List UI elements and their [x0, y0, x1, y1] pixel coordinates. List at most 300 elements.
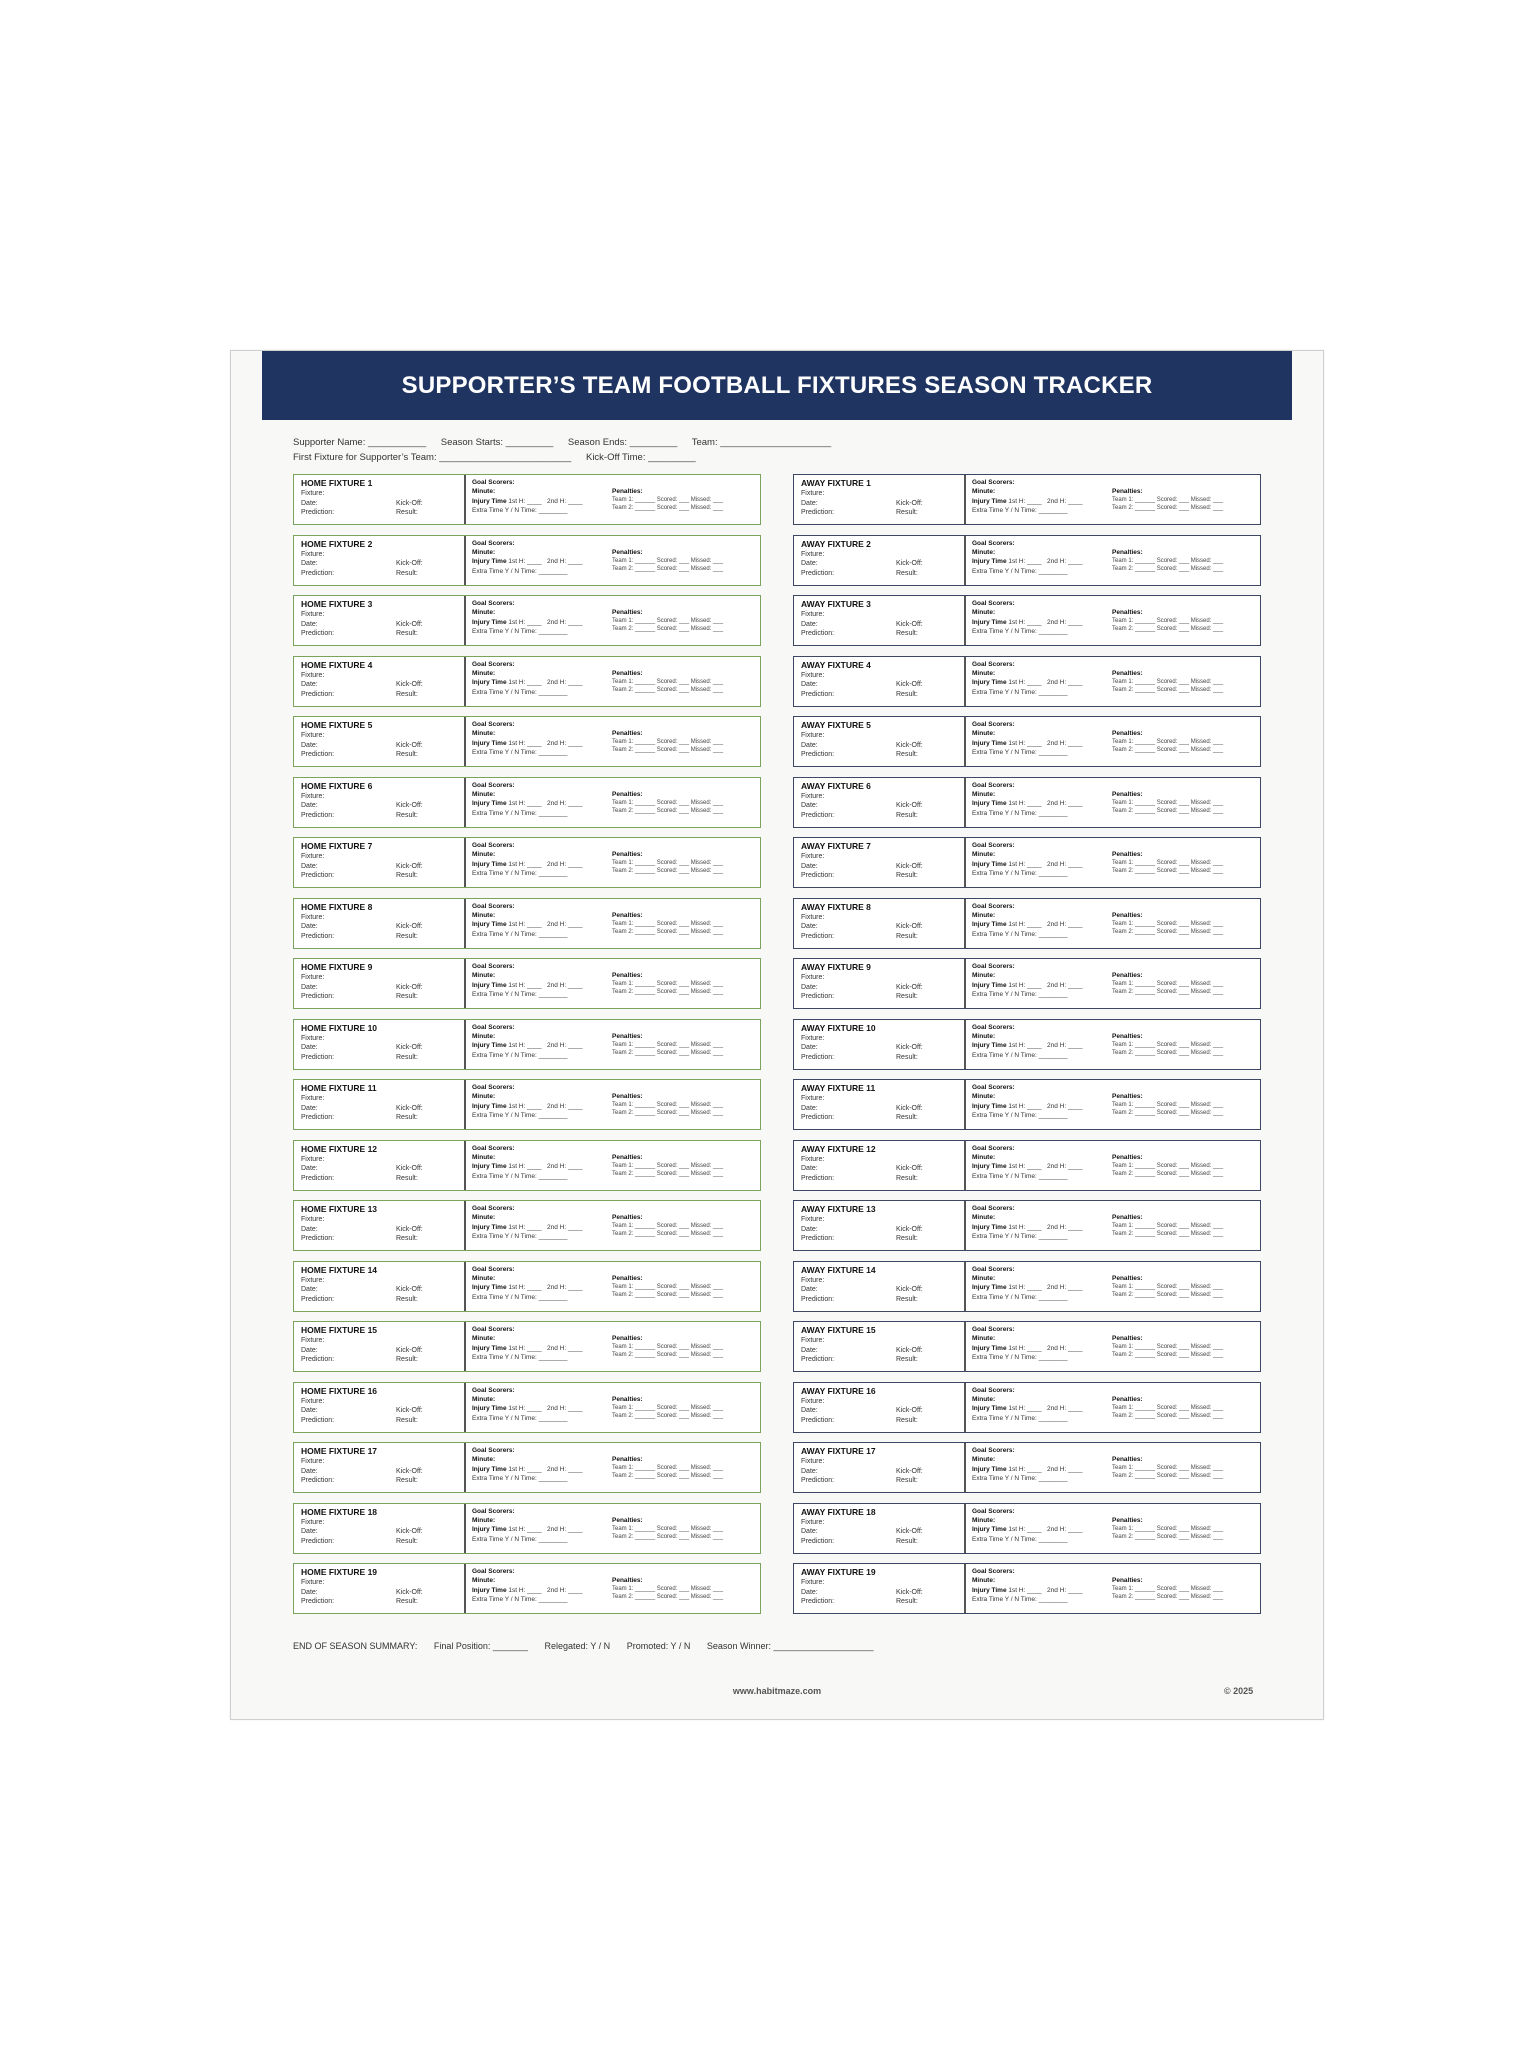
prediction-field[interactable]: Prediction:	[301, 569, 335, 577]
prediction-field[interactable]: Prediction:	[301, 1477, 335, 1485]
kick-off-time-field[interactable]: Kick-Off Time: _________	[585, 452, 696, 463]
date-field[interactable]: Date:	[801, 1044, 818, 1052]
second-half-field[interactable]: 2nd H: ____	[547, 1163, 583, 1171]
team2-penalties-field[interactable]: Team 2: ______ Scored: ___ Missed: ___	[612, 1231, 724, 1237]
extra-time-field[interactable]: Extra Time Y / N Time: ________	[472, 1112, 568, 1120]
prediction-field[interactable]: Prediction:	[301, 1174, 335, 1182]
result-field[interactable]: Result:	[396, 630, 418, 638]
first-half-field[interactable]: 1st H: ____	[1008, 1465, 1042, 1473]
kick-off-field[interactable]: Kick-Off:	[396, 802, 423, 810]
fixture-field[interactable]: Fixture:	[301, 1579, 325, 1586]
team2-penalties-field[interactable]: Team 2: ______ Scored: ___ Missed: ___	[612, 626, 724, 632]
prediction-field[interactable]: Prediction:	[801, 690, 835, 698]
fixture-field[interactable]: Fixture:	[301, 1276, 325, 1284]
kick-off-field[interactable]: Kick-Off:	[396, 1286, 423, 1294]
result-field[interactable]: Result:	[896, 1235, 918, 1243]
team1-penalties-field[interactable]: Team 1: ______ Scored: ___ Missed: ___	[612, 920, 724, 927]
kick-off-field[interactable]: Kick-Off:	[896, 1165, 923, 1173]
first-half-field[interactable]: 1st H: ____	[508, 981, 542, 989]
team2-penalties-field[interactable]: Team 2: ______ Scored: ___ Missed: ___	[612, 1291, 724, 1298]
team1-penalties-field[interactable]: Team 1: ______ Scored: ___ Missed: ___	[1112, 920, 1224, 927]
result-field[interactable]: Result:	[896, 569, 918, 577]
prediction-field[interactable]: Prediction:	[801, 872, 835, 880]
team2-penalties-field[interactable]: Team 2: ______ Scored: ___ Missed: ___	[1112, 1352, 1224, 1358]
result-field[interactable]: Result:	[896, 1477, 918, 1485]
date-field[interactable]: Date:	[301, 1225, 318, 1233]
team2-penalties-field[interactable]: Team 2: ______ Scored: ___ Missed: ___	[1112, 1110, 1224, 1116]
team2-penalties-field[interactable]: Team 2: ______ Scored: ___ Missed: ___	[1112, 928, 1224, 935]
second-half-field[interactable]: 2nd H: ____	[547, 739, 583, 747]
fixture-field[interactable]: Fixture:	[801, 490, 825, 497]
prediction-field[interactable]: Prediction:	[801, 509, 835, 517]
team1-penalties-field[interactable]: Team 1: ______ Scored: ___ Missed: ___	[612, 1162, 724, 1169]
second-half-field[interactable]: 2nd H: ____	[547, 1526, 583, 1534]
extra-time-field[interactable]: Extra Time Y / N Time: ________	[972, 809, 1068, 817]
second-half-field[interactable]: 2nd H: ____	[1047, 739, 1083, 747]
result-field[interactable]: Result:	[896, 1416, 918, 1424]
fixture-field[interactable]: Fixture:	[301, 1458, 325, 1465]
fixture-field[interactable]: Fixture:	[801, 1518, 825, 1526]
second-half-field[interactable]: 2nd H: ____	[547, 1405, 583, 1413]
second-half-field[interactable]: 2nd H: ____	[547, 1284, 583, 1292]
fixture-field[interactable]: Fixture:	[801, 1458, 825, 1465]
first-half-field[interactable]: 1st H: ____	[1008, 1042, 1042, 1050]
second-half-field[interactable]: 2nd H: ____	[1047, 618, 1083, 626]
result-field[interactable]: Result:	[396, 569, 418, 577]
team2-penalties-field[interactable]: Team 2: ______ Scored: ___ Missed: ___	[1112, 1291, 1224, 1298]
season-starts-field[interactable]: Season Starts: _________	[440, 437, 554, 448]
kick-off-field[interactable]: Kick-Off:	[896, 499, 923, 507]
team1-penalties-field[interactable]: Team 1: ______ Scored: ___ Missed: ___	[1112, 497, 1224, 503]
second-half-field[interactable]: 2nd H: ____	[547, 558, 583, 566]
date-field[interactable]: Date:	[801, 1165, 818, 1173]
date-field[interactable]: Date:	[301, 1588, 318, 1596]
prediction-field[interactable]: Prediction:	[301, 751, 335, 759]
result-field[interactable]: Result:	[896, 1356, 918, 1364]
team2-penalties-field[interactable]: Team 2: ______ Scored: ___ Missed: ___	[1112, 989, 1224, 995]
prediction-field[interactable]: Prediction:	[801, 1174, 835, 1182]
team1-penalties-field[interactable]: Team 1: ______ Scored: ___ Missed: ___	[612, 1041, 724, 1048]
fixture-field[interactable]: Fixture:	[801, 671, 825, 679]
fixture-field[interactable]: Fixture:	[301, 853, 325, 860]
team1-penalties-field[interactable]: Team 1: ______ Scored: ___ Missed: ___	[612, 739, 724, 745]
team2-penalties-field[interactable]: Team 2: ______ Scored: ___ Missed: ___	[612, 989, 724, 995]
second-half-field[interactable]: 2nd H: ____	[1047, 921, 1083, 929]
result-field[interactable]: Result:	[396, 1114, 418, 1122]
kick-off-field[interactable]: Kick-Off:	[896, 923, 923, 931]
first-half-field[interactable]: 1st H: ____	[508, 1586, 542, 1594]
prediction-field[interactable]: Prediction:	[801, 932, 835, 940]
team2-penalties-field[interactable]: Team 2: ______ Scored: ___ Missed: ___	[1112, 686, 1224, 693]
second-half-field[interactable]: 2nd H: ____	[1047, 497, 1083, 505]
first-half-field[interactable]: 1st H: ____	[1008, 860, 1042, 868]
first-half-field[interactable]: 1st H: ____	[508, 1284, 542, 1292]
date-field[interactable]: Date:	[801, 620, 818, 628]
result-field[interactable]: Result:	[896, 630, 918, 638]
first-half-field[interactable]: 1st H: ____	[508, 1405, 542, 1413]
first-half-field[interactable]: 1st H: ____	[1008, 497, 1042, 505]
result-field[interactable]: Result:	[896, 872, 918, 880]
extra-time-field[interactable]: Extra Time Y / N Time: ________	[472, 1535, 568, 1543]
team1-penalties-field[interactable]: Team 1: ______ Scored: ___ Missed: ___	[1112, 981, 1224, 987]
kick-off-field[interactable]: Kick-Off:	[896, 681, 923, 689]
team2-penalties-field[interactable]: Team 2: ______ Scored: ___ Missed: ___	[1112, 868, 1224, 874]
prediction-field[interactable]: Prediction:	[801, 1295, 835, 1303]
result-field[interactable]: Result:	[396, 1295, 418, 1303]
team2-penalties-field[interactable]: Team 2: ______ Scored: ___ Missed: ___	[612, 1594, 724, 1600]
team2-penalties-field[interactable]: Team 2: ______ Scored: ___ Missed: ___	[612, 807, 724, 814]
date-field[interactable]: Date:	[801, 681, 818, 689]
team2-penalties-field[interactable]: Team 2: ______ Scored: ___ Missed: ___	[1112, 807, 1224, 814]
team2-penalties-field[interactable]: Team 2: ______ Scored: ___ Missed: ___	[1112, 1533, 1224, 1540]
second-half-field[interactable]: 2nd H: ____	[547, 981, 583, 989]
result-field[interactable]: Result:	[396, 1235, 418, 1243]
first-half-field[interactable]: 1st H: ____	[1008, 739, 1042, 747]
first-half-field[interactable]: 1st H: ____	[1008, 1102, 1042, 1110]
second-half-field[interactable]: 2nd H: ____	[547, 800, 583, 808]
first-half-field[interactable]: 1st H: ____	[1008, 618, 1042, 626]
second-half-field[interactable]: 2nd H: ____	[547, 1102, 583, 1110]
team2-penalties-field[interactable]: Team 2: ______ Scored: ___ Missed: ___	[1112, 747, 1224, 753]
team1-penalties-field[interactable]: Team 1: ______ Scored: ___ Missed: ___	[1112, 1525, 1224, 1532]
kick-off-field[interactable]: Kick-Off:	[396, 983, 423, 991]
second-half-field[interactable]: 2nd H: ____	[1047, 1526, 1083, 1534]
prediction-field[interactable]: Prediction:	[301, 1053, 335, 1061]
kick-off-field[interactable]: Kick-Off:	[896, 741, 923, 749]
result-field[interactable]: Result:	[896, 1114, 918, 1122]
kick-off-field[interactable]: Kick-Off:	[396, 681, 423, 689]
team2-penalties-field[interactable]: Team 2: ______ Scored: ___ Missed: ___	[612, 1049, 724, 1056]
team2-penalties-field[interactable]: Team 2: ______ Scored: ___ Missed: ___	[1112, 1594, 1224, 1600]
prediction-field[interactable]: Prediction:	[801, 630, 835, 638]
kick-off-field[interactable]: Kick-Off:	[396, 560, 423, 568]
date-field[interactable]: Date:	[801, 560, 818, 568]
season-ends-field[interactable]: Season Ends: _________	[567, 437, 678, 448]
team1-penalties-field[interactable]: Team 1: ______ Scored: ___ Missed: ___	[612, 799, 724, 806]
team2-penalties-field[interactable]: Team 2: ______ Scored: ___ Missed: ___	[612, 1473, 724, 1479]
extra-time-field[interactable]: Extra Time Y / N Time: ________	[472, 688, 568, 696]
second-half-field[interactable]: 2nd H: ____	[1047, 1405, 1083, 1413]
extra-time-field[interactable]: Extra Time Y / N Time: ________	[472, 1414, 568, 1422]
result-field[interactable]: Result:	[896, 993, 918, 1001]
second-half-field[interactable]: 2nd H: ____	[547, 1344, 583, 1352]
second-half-field[interactable]: 2nd H: ____	[547, 1042, 583, 1050]
prediction-field[interactable]: Prediction:	[301, 1235, 335, 1243]
second-half-field[interactable]: 2nd H: ____	[1047, 1042, 1083, 1050]
extra-time-field[interactable]: Extra Time Y / N Time: ________	[972, 930, 1068, 938]
prediction-field[interactable]: Prediction:	[801, 1537, 835, 1545]
fixture-field[interactable]: Fixture:	[301, 490, 325, 497]
first-half-field[interactable]: 1st H: ____	[508, 800, 542, 808]
first-half-field[interactable]: 1st H: ____	[508, 1465, 542, 1473]
date-field[interactable]: Date:	[801, 499, 818, 507]
first-half-field[interactable]: 1st H: ____	[1008, 1284, 1042, 1292]
first-half-field[interactable]: 1st H: ____	[508, 860, 542, 868]
result-field[interactable]: Result:	[396, 932, 418, 940]
team1-penalties-field[interactable]: Team 1: ______ Scored: ___ Missed: ___	[612, 1344, 724, 1350]
date-field[interactable]: Date:	[801, 1467, 818, 1475]
prediction-field[interactable]: Prediction:	[301, 1537, 335, 1545]
result-field[interactable]: Result:	[896, 751, 918, 759]
kick-off-field[interactable]: Kick-Off:	[896, 862, 923, 870]
team2-penalties-field[interactable]: Team 2: ______ Scored: ___ Missed: ___	[612, 505, 724, 511]
fixture-field[interactable]: Fixture:	[801, 1095, 825, 1102]
extra-time-field[interactable]: Extra Time Y / N Time: ________	[972, 507, 1068, 515]
extra-time-field[interactable]: Extra Time Y / N Time: ________	[472, 991, 568, 999]
date-field[interactable]: Date:	[801, 1346, 818, 1354]
promoted-field[interactable]: Promoted: Y / N	[626, 1641, 691, 1651]
kick-off-field[interactable]: Kick-Off:	[396, 1225, 423, 1233]
kick-off-field[interactable]: Kick-Off:	[396, 741, 423, 749]
team2-penalties-field[interactable]: Team 2: ______ Scored: ___ Missed: ___	[612, 1533, 724, 1540]
fixture-field[interactable]: Fixture:	[301, 732, 325, 739]
team1-penalties-field[interactable]: Team 1: ______ Scored: ___ Missed: ___	[612, 618, 724, 624]
fixture-field[interactable]: Fixture:	[301, 1155, 325, 1163]
fixture-field[interactable]: Fixture:	[301, 1095, 325, 1102]
date-field[interactable]: Date:	[801, 1104, 818, 1112]
team1-penalties-field[interactable]: Team 1: ______ Scored: ___ Missed: ___	[1112, 799, 1224, 806]
prediction-field[interactable]: Prediction:	[801, 811, 835, 819]
extra-time-field[interactable]: Extra Time Y / N Time: ________	[472, 567, 568, 575]
fixture-field[interactable]: Fixture:	[801, 1397, 825, 1405]
first-half-field[interactable]: 1st H: ____	[1008, 1163, 1042, 1171]
prediction-field[interactable]: Prediction:	[801, 993, 835, 1001]
team1-penalties-field[interactable]: Team 1: ______ Scored: ___ Missed: ___	[1112, 557, 1224, 564]
date-field[interactable]: Date:	[801, 1407, 818, 1415]
team2-penalties-field[interactable]: Team 2: ______ Scored: ___ Missed: ___	[1112, 1170, 1224, 1177]
extra-time-field[interactable]: Extra Time Y / N Time: ________	[972, 688, 1068, 696]
kick-off-field[interactable]: Kick-Off:	[896, 983, 923, 991]
extra-time-field[interactable]: Extra Time Y / N Time: ________	[472, 1051, 568, 1059]
result-field[interactable]: Result:	[896, 811, 918, 819]
extra-time-field[interactable]: Extra Time Y / N Time: ________	[972, 749, 1068, 757]
first-half-field[interactable]: 1st H: ____	[508, 1526, 542, 1534]
result-field[interactable]: Result:	[396, 1537, 418, 1545]
extra-time-field[interactable]: Extra Time Y / N Time: ________	[472, 1293, 568, 1301]
date-field[interactable]: Date:	[301, 1104, 318, 1112]
fixture-field[interactable]: Fixture:	[801, 550, 825, 558]
kick-off-field[interactable]: Kick-Off:	[396, 1104, 423, 1112]
fixture-field[interactable]: Fixture:	[801, 611, 825, 618]
extra-time-field[interactable]: Extra Time Y / N Time: ________	[972, 567, 1068, 575]
kick-off-field[interactable]: Kick-Off:	[896, 1225, 923, 1233]
team1-penalties-field[interactable]: Team 1: ______ Scored: ___ Missed: ___	[1112, 1102, 1224, 1108]
date-field[interactable]: Date:	[301, 1528, 318, 1536]
result-field[interactable]: Result:	[896, 1537, 918, 1545]
team1-penalties-field[interactable]: Team 1: ______ Scored: ___ Missed: ___	[1112, 1041, 1224, 1048]
fixture-field[interactable]: Fixture:	[801, 1579, 825, 1586]
kick-off-field[interactable]: Kick-Off:	[896, 802, 923, 810]
prediction-field[interactable]: Prediction:	[301, 993, 335, 1001]
extra-time-field[interactable]: Extra Time Y / N Time: ________	[972, 870, 1068, 878]
result-field[interactable]: Result:	[896, 1053, 918, 1061]
first-fixture-field[interactable]: First Fixture for Supporter’s Team: _________________________	[293, 452, 572, 463]
extra-time-field[interactable]: Extra Time Y / N Time: ________	[472, 1172, 568, 1180]
team1-penalties-field[interactable]: Team 1: ______ Scored: ___ Missed: ___	[1112, 1223, 1224, 1229]
date-field[interactable]: Date:	[801, 741, 818, 749]
result-field[interactable]: Result:	[896, 932, 918, 940]
date-field[interactable]: Date:	[301, 560, 318, 568]
kick-off-field[interactable]: Kick-Off:	[896, 1588, 923, 1596]
date-field[interactable]: Date:	[801, 1225, 818, 1233]
extra-time-field[interactable]: Extra Time Y / N Time: ________	[472, 870, 568, 878]
result-field[interactable]: Result:	[396, 1174, 418, 1182]
kick-off-field[interactable]: Kick-Off:	[896, 1407, 923, 1415]
prediction-field[interactable]: Prediction:	[301, 1416, 335, 1424]
team1-penalties-field[interactable]: Team 1: ______ Scored: ___ Missed: ___	[1112, 860, 1224, 866]
fixture-field[interactable]: Fixture:	[301, 1337, 325, 1344]
team1-penalties-field[interactable]: Team 1: ______ Scored: ___ Missed: ___	[612, 1404, 724, 1411]
prediction-field[interactable]: Prediction:	[801, 1477, 835, 1485]
date-field[interactable]: Date:	[301, 1286, 318, 1294]
fixture-field[interactable]: Fixture:	[301, 913, 325, 921]
second-half-field[interactable]: 2nd H: ____	[1047, 679, 1083, 687]
kick-off-field[interactable]: Kick-Off:	[396, 1407, 423, 1415]
second-half-field[interactable]: 2nd H: ____	[1047, 1163, 1083, 1171]
extra-time-field[interactable]: Extra Time Y / N Time: ________	[472, 930, 568, 938]
prediction-field[interactable]: Prediction:	[301, 1356, 335, 1364]
prediction-field[interactable]: Prediction:	[301, 509, 335, 517]
date-field[interactable]: Date:	[301, 499, 318, 507]
team-field[interactable]: Team: _____________________	[691, 437, 832, 448]
second-half-field[interactable]: 2nd H: ____	[547, 1586, 583, 1594]
kick-off-field[interactable]: Kick-Off:	[896, 1346, 923, 1354]
result-field[interactable]: Result:	[396, 872, 418, 880]
second-half-field[interactable]: 2nd H: ____	[1047, 1102, 1083, 1110]
prediction-field[interactable]: Prediction:	[801, 1114, 835, 1122]
fixture-field[interactable]: Fixture:	[301, 1518, 325, 1526]
second-half-field[interactable]: 2nd H: ____	[547, 1465, 583, 1473]
fixture-field[interactable]: Fixture:	[301, 611, 325, 618]
fixture-field[interactable]: Fixture:	[801, 1337, 825, 1344]
extra-time-field[interactable]: Extra Time Y / N Time: ________	[972, 628, 1068, 636]
kick-off-field[interactable]: Kick-Off:	[396, 862, 423, 870]
first-half-field[interactable]: 1st H: ____	[508, 1344, 542, 1352]
team2-penalties-field[interactable]: Team 2: ______ Scored: ___ Missed: ___	[612, 868, 724, 874]
prediction-field[interactable]: Prediction:	[801, 1235, 835, 1243]
result-field[interactable]: Result:	[396, 509, 418, 517]
fixture-field[interactable]: Fixture:	[801, 792, 825, 800]
result-field[interactable]: Result:	[896, 690, 918, 698]
second-half-field[interactable]: 2nd H: ____	[1047, 981, 1083, 989]
extra-time-field[interactable]: Extra Time Y / N Time: ________	[972, 1414, 1068, 1422]
fixture-field[interactable]: Fixture:	[301, 1216, 325, 1223]
result-field[interactable]: Result:	[396, 1477, 418, 1485]
first-half-field[interactable]: 1st H: ____	[1008, 921, 1042, 929]
first-half-field[interactable]: 1st H: ____	[508, 739, 542, 747]
first-half-field[interactable]: 1st H: ____	[508, 497, 542, 505]
result-field[interactable]: Result:	[396, 1416, 418, 1424]
team1-penalties-field[interactable]: Team 1: ______ Scored: ___ Missed: ___	[612, 678, 724, 685]
team1-penalties-field[interactable]: Team 1: ______ Scored: ___ Missed: ___	[612, 557, 724, 564]
prediction-field[interactable]: Prediction:	[301, 872, 335, 880]
prediction-field[interactable]: Prediction:	[301, 811, 335, 819]
result-field[interactable]: Result:	[396, 811, 418, 819]
team2-penalties-field[interactable]: Team 2: ______ Scored: ___ Missed: ___	[612, 565, 724, 572]
date-field[interactable]: Date:	[301, 1165, 318, 1173]
team2-penalties-field[interactable]: Team 2: ______ Scored: ___ Missed: ___	[612, 1412, 724, 1419]
first-half-field[interactable]: 1st H: ____	[1008, 1223, 1042, 1231]
second-half-field[interactable]: 2nd H: ____	[1047, 1465, 1083, 1473]
second-half-field[interactable]: 2nd H: ____	[1047, 1284, 1083, 1292]
first-half-field[interactable]: 1st H: ____	[508, 679, 542, 687]
kick-off-field[interactable]: Kick-Off:	[396, 1165, 423, 1173]
result-field[interactable]: Result:	[396, 1053, 418, 1061]
result-field[interactable]: Result:	[896, 1174, 918, 1182]
result-field[interactable]: Result:	[396, 1356, 418, 1364]
extra-time-field[interactable]: Extra Time Y / N Time: ________	[472, 1354, 568, 1362]
date-field[interactable]: Date:	[301, 1407, 318, 1415]
prediction-field[interactable]: Prediction:	[301, 1295, 335, 1303]
team1-penalties-field[interactable]: Team 1: ______ Scored: ___ Missed: ___	[1112, 1465, 1224, 1471]
second-half-field[interactable]: 2nd H: ____	[1047, 800, 1083, 808]
team2-penalties-field[interactable]: Team 2: ______ Scored: ___ Missed: ___	[1112, 565, 1224, 572]
fixture-field[interactable]: Fixture:	[301, 550, 325, 558]
team2-penalties-field[interactable]: Team 2: ______ Scored: ___ Missed: ___	[1112, 505, 1224, 511]
relegated-field[interactable]: Relegated: Y / N	[544, 1641, 611, 1651]
date-field[interactable]: Date:	[801, 802, 818, 810]
result-field[interactable]: Result:	[396, 993, 418, 1001]
result-field[interactable]: Result:	[896, 1598, 918, 1606]
date-field[interactable]: Date:	[801, 862, 818, 870]
fixture-field[interactable]: Fixture:	[801, 732, 825, 739]
date-field[interactable]: Date:	[301, 681, 318, 689]
prediction-field[interactable]: Prediction:	[801, 1053, 835, 1061]
second-half-field[interactable]: 2nd H: ____	[547, 860, 583, 868]
second-half-field[interactable]: 2nd H: ____	[547, 1223, 583, 1231]
extra-time-field[interactable]: Extra Time Y / N Time: ________	[972, 1172, 1068, 1180]
team1-penalties-field[interactable]: Team 1: ______ Scored: ___ Missed: ___	[612, 497, 724, 503]
first-half-field[interactable]: 1st H: ____	[508, 1163, 542, 1171]
team1-penalties-field[interactable]: Team 1: ______ Scored: ___ Missed: ___	[1112, 739, 1224, 745]
extra-time-field[interactable]: Extra Time Y / N Time: ________	[972, 1354, 1068, 1362]
kick-off-field[interactable]: Kick-Off:	[896, 1467, 923, 1475]
first-half-field[interactable]: 1st H: ____	[508, 1042, 542, 1050]
team1-penalties-field[interactable]: Team 1: ______ Scored: ___ Missed: ___	[612, 1223, 724, 1229]
extra-time-field[interactable]: Extra Time Y / N Time: ________	[472, 628, 568, 636]
first-half-field[interactable]: 1st H: ____	[1008, 1344, 1042, 1352]
team1-penalties-field[interactable]: Team 1: ______ Scored: ___ Missed: ___	[1112, 678, 1224, 685]
date-field[interactable]: Date:	[801, 983, 818, 991]
team1-penalties-field[interactable]: Team 1: ______ Scored: ___ Missed: ___	[612, 981, 724, 987]
kick-off-field[interactable]: Kick-Off:	[896, 620, 923, 628]
team1-penalties-field[interactable]: Team 1: ______ Scored: ___ Missed: ___	[1112, 1404, 1224, 1411]
result-field[interactable]: Result:	[896, 509, 918, 517]
team2-penalties-field[interactable]: Team 2: ______ Scored: ___ Missed: ___	[612, 928, 724, 935]
date-field[interactable]: Date:	[301, 620, 318, 628]
team1-penalties-field[interactable]: Team 1: ______ Scored: ___ Missed: ___	[612, 1586, 724, 1592]
kick-off-field[interactable]: Kick-Off:	[896, 1104, 923, 1112]
date-field[interactable]: Date:	[801, 923, 818, 931]
kick-off-field[interactable]: Kick-Off:	[896, 560, 923, 568]
date-field[interactable]: Date:	[301, 862, 318, 870]
team2-penalties-field[interactable]: Team 2: ______ Scored: ___ Missed: ___	[1112, 1412, 1224, 1419]
kick-off-field[interactable]: Kick-Off:	[396, 1346, 423, 1354]
date-field[interactable]: Date:	[301, 923, 318, 931]
team2-penalties-field[interactable]: Team 2: ______ Scored: ___ Missed: ___	[1112, 1473, 1224, 1479]
date-field[interactable]: Date:	[301, 802, 318, 810]
team1-penalties-field[interactable]: Team 1: ______ Scored: ___ Missed: ___	[612, 860, 724, 866]
kick-off-field[interactable]: Kick-Off:	[396, 1588, 423, 1596]
first-half-field[interactable]: 1st H: ____	[508, 618, 542, 626]
first-half-field[interactable]: 1st H: ____	[1008, 1405, 1042, 1413]
team2-penalties-field[interactable]: Team 2: ______ Scored: ___ Missed: ___	[612, 1170, 724, 1177]
fixture-field[interactable]: Fixture:	[801, 913, 825, 921]
second-half-field[interactable]: 2nd H: ____	[1047, 1586, 1083, 1594]
prediction-field[interactable]: Prediction:	[301, 1114, 335, 1122]
first-half-field[interactable]: 1st H: ____	[508, 1102, 542, 1110]
extra-time-field[interactable]: Extra Time Y / N Time: ________	[972, 1112, 1068, 1120]
